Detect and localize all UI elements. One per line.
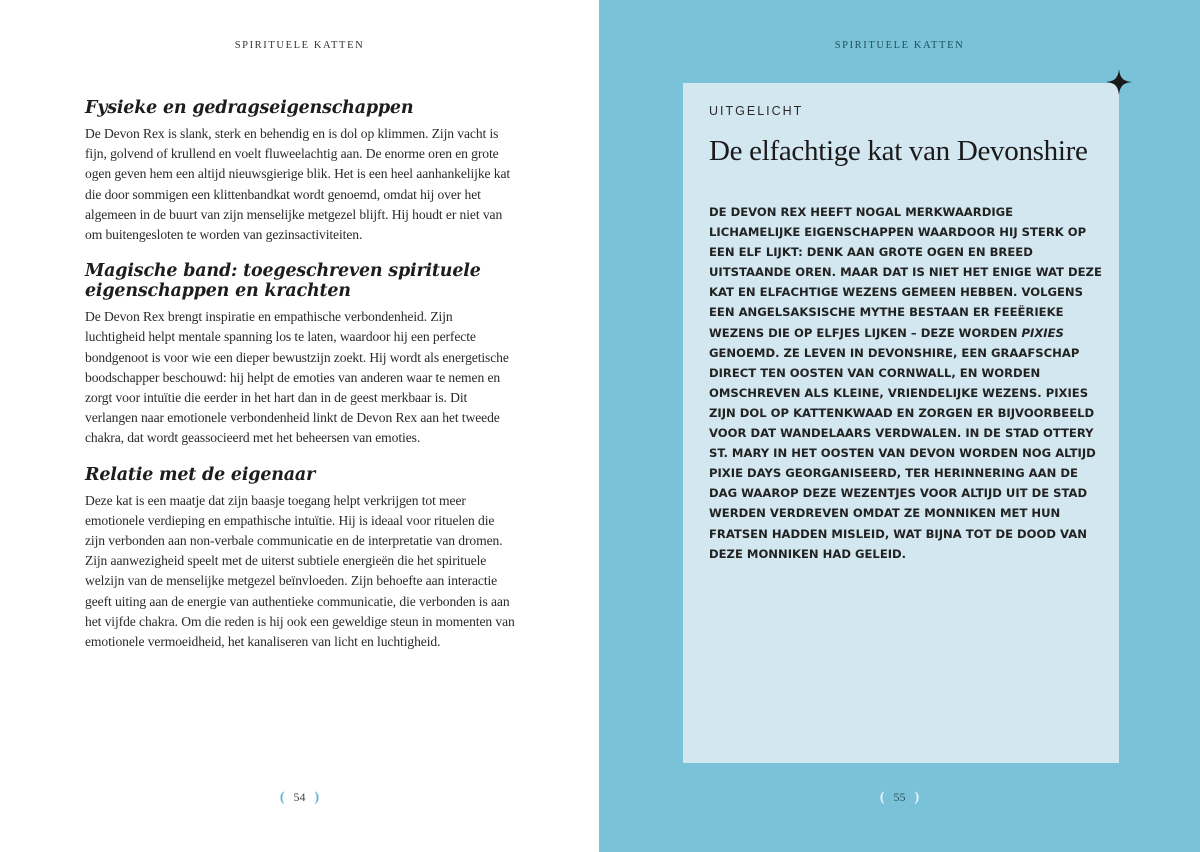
left-page bbox=[0, 0, 599, 852]
feature-title: De elfachtige kat van Devonshire bbox=[709, 135, 1088, 167]
left-content bbox=[85, 98, 515, 668]
paragraph: De Devon Rex is slank, sterk en behendig en is dol op klimmen. Zijn vacht is fijn, golvend of krullend en voelt fluweelachtig aan. De enorme oren en grote ogen geven hem een altijd nieuwsgierige blik. Het is een heel aanhankelijke kat die door sommigen een klittenbandkat wordt genoemd, omdat hij over het algemeen in de buurt van zijn menselijke metgezel blijft. Hij houdt er niet van om buitengesloten te worden van gezinsactiviteiten. bbox=[85, 126, 511, 243]
four-point-star-icon bbox=[1106, 69, 1132, 95]
page-number-value: 54 bbox=[293, 790, 306, 804]
paragraph: De Devon Rex brengt inspiratie en empathische verbondenheid. Zijn luchtigheid helpt mentale spanning los te laten, waardoor hij een perfecte bondgenoot is voor wie een dieper bewustzijn zoekt. Hij wordt als energetische boodschapper beschouwd: hij helpt de emoties van anderen waar te nemen en zorgt voor intuïtie die eerder in het hart dan in de geest merkbaar is. Dit verlangen naar emotionele verbondenheid linkt de Devon Rex aan het tweede chakra, dat wordt geassocieerd met het beheersen van emoties. bbox=[85, 309, 509, 446]
page-number bbox=[0, 790, 599, 806]
feature-body bbox=[709, 202, 1104, 564]
feature-body-italic: PIXIES bbox=[1021, 325, 1064, 340]
paragraph: Deze kat is een maatje dat zijn baasje toegang helpt verkrijgen tot meer emotionele verdieping en empathische intuïtie. Hij is ideaal voor rituelen die zijn verbonden aan non-verbale communicatie en de interpretatie van dromen. bbox=[85, 492, 503, 549]
section-body-owner bbox=[85, 491, 515, 653]
bracket-open: ( bbox=[879, 790, 885, 805]
feature-kicker: UITGELICHT bbox=[709, 104, 804, 118]
feature-body-part: GENOEMD. ZE LEVEN IN DEVONSHIRE, EEN GRAAFSCHAP DIRECT TEN OOSTEN VAN CORNWALL, EN WORDEN OMSCHREVEN ALS KLEINE, VRIENDELIJKE WEZENS. PIXIES ZIJN DOL OP KATTENKWAAD EN ZORGEN ER BIJVOORBEELD VOOR DAT WANDELAARS VERDWALEN. IN DE STAD OTTERY ST. MARY IN HET OOSTEN VAN DEVON WORDEN NOG ALTIJD PIXIE DAYS GEORGANISEERD, TER HERINNERING AAN DE DAG WAAROP DEZE WEZENTJES VOOR ALTIJD UIT DE STAD WERDEN VERDREVEN OMDAT ZE MONNIKEN MET HUN FRATSEN HADDEN MISLEID, WAT BIJNA TOT DE DOOD VAN DEZE MONNIKEN HAD GELEID. bbox=[709, 345, 1096, 561]
paragraph: Zijn aanwezigheid speelt met de uiterst subtiele energieën die het spirituele welzijn van de menselijke metgezel beïnvloeden. Zijn behoefte aan interactie geeft uiting aan de energie van authentieke communicatie, die verbonden is aan het vijfde chakra. Om die reden is hij ook een geweldige steun in momenten van emotionele vermoeidheid, het kanaliseren van licht en luchtigheid. bbox=[85, 553, 515, 650]
section-heading-physical: Fysieke en gedragseigenschappen bbox=[85, 98, 414, 118]
page-number bbox=[599, 790, 1200, 806]
bracket-close: ) bbox=[314, 790, 320, 805]
bracket-open: ( bbox=[279, 790, 285, 805]
right-page bbox=[599, 0, 1200, 852]
bracket-close: ) bbox=[914, 790, 920, 805]
feature-box bbox=[683, 83, 1119, 763]
feature-body-part: DE DEVON REX HEEFT NOGAL MERKWAARDIGE LICHAMELIJKE EIGENSCHAPPEN WAARDOOR HIJ STERK OP EEN ELF LIJKT: DENK AAN GROTE OGEN EN BREED UITSTAANDE OREN. MAAR DAT IS NIET HET ENIGE WAT DEZE KAT EN ELFACHTIGE WEZENS GEMEEN HEBBEN. VOLGENS EEN ANGELSAKSISCHE MYTHE BESTAAN ER FEEËRIEKE WEZENS DIE OP ELFJES LIJKEN – DEZE WORDEN bbox=[709, 205, 1102, 340]
running-head: SPIRITUELE KATTEN bbox=[834, 40, 965, 51]
section-heading-magic: Magische band: toegeschreven spirituele eigenschappen en krachten bbox=[85, 261, 481, 302]
section-body-physical bbox=[85, 124, 515, 245]
page-number-value: 55 bbox=[893, 790, 906, 804]
section-body-magic bbox=[85, 307, 515, 448]
running-head: SPIRITUELE KATTEN bbox=[234, 40, 365, 51]
section-heading-owner: Relatie met de eigenaar bbox=[85, 464, 316, 485]
